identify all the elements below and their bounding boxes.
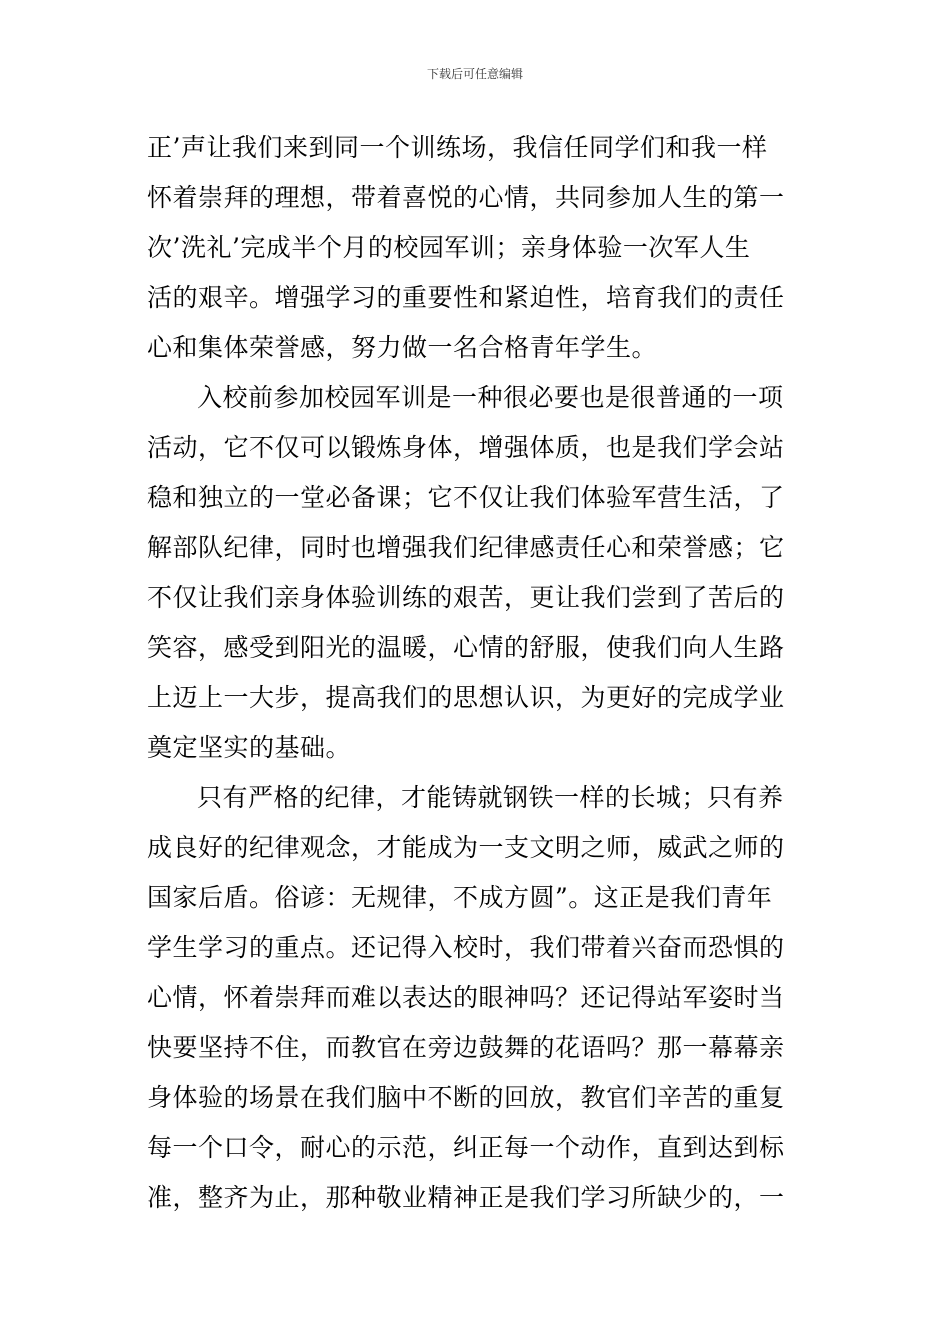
text-line: 活动，它不仅可以锻炼身体，增强体质，也是我们学会站 xyxy=(147,433,785,462)
text-line: 国家后盾。俗谚：无规律，不成方圆”。这正是我们青年 xyxy=(147,883,773,912)
text-line: 怀着崇拜的理想，带着喜悦的心情，共同参加人生的第一 xyxy=(147,183,785,212)
text-line: 稳和独立的一堂必备课；它不仅让我们体验军营生活，了 xyxy=(147,483,785,512)
text-line: 快要坚持不住，而教官在旁边鼓舞的花语吗？那一幕幕亲 xyxy=(147,1033,785,1062)
text-line: 每一个口令，耐心的示范，纠正每一个动作，直到达到标 xyxy=(147,1133,785,1162)
text-line: 心情，怀着崇拜而难以表达的眼神吗？还记得站军姿时当 xyxy=(147,983,785,1012)
text-line: 奠定坚实的基础。 xyxy=(147,733,352,762)
text-line: 笑容，感受到阳光的温暖，心情的舒服，使我们向人生路 xyxy=(147,633,785,662)
text-line: 解部队纪律，同时也增强我们纪律感责任心和荣誉感；它 xyxy=(147,533,785,562)
text-line: 只有严格的纪律，才能铸就钢铁一样的长城；只有养 xyxy=(197,783,784,812)
text-line: 正’声让我们来到同一个训练场，我信任同学们和我一样 xyxy=(147,133,768,162)
text-line: 活的艰辛。增强学习的重要性和紧迫性，培育我们的责任 xyxy=(147,283,785,312)
text-line: 学生学习的重点。还记得入校时，我们带着兴奋而恐惧的 xyxy=(147,933,785,962)
text-line: 次’洗礼’完成半个月的校园军训；亲身体验一次军人生 xyxy=(147,233,751,262)
text-line: 身体验的场景在我们脑中不断的回放，教官们辛苦的重复 xyxy=(147,1083,785,1112)
text-line: 不仅让我们亲身体验训练的艰苦，更让我们尝到了苦后的 xyxy=(147,583,785,612)
text-line: 成良好的纪律观念，才能成为一支文明之师，威武之师的 xyxy=(147,833,785,862)
text-line: 心和集体荣誉感，努力做一名合格青年学生。 xyxy=(147,333,658,362)
document-body xyxy=(147,123,807,1223)
header-note: 下载后可任意编辑 xyxy=(426,67,523,81)
text-line: 上迈上一大步，提高我们的思想认识，为更好的完成学业 xyxy=(147,683,785,712)
text-line: 入校前参加校园军训是一种很必要也是很普通的一项 xyxy=(197,383,784,412)
text-line: 准，整齐为止，那种敬业精神正是我们学习所缺少的，一 xyxy=(147,1183,785,1212)
